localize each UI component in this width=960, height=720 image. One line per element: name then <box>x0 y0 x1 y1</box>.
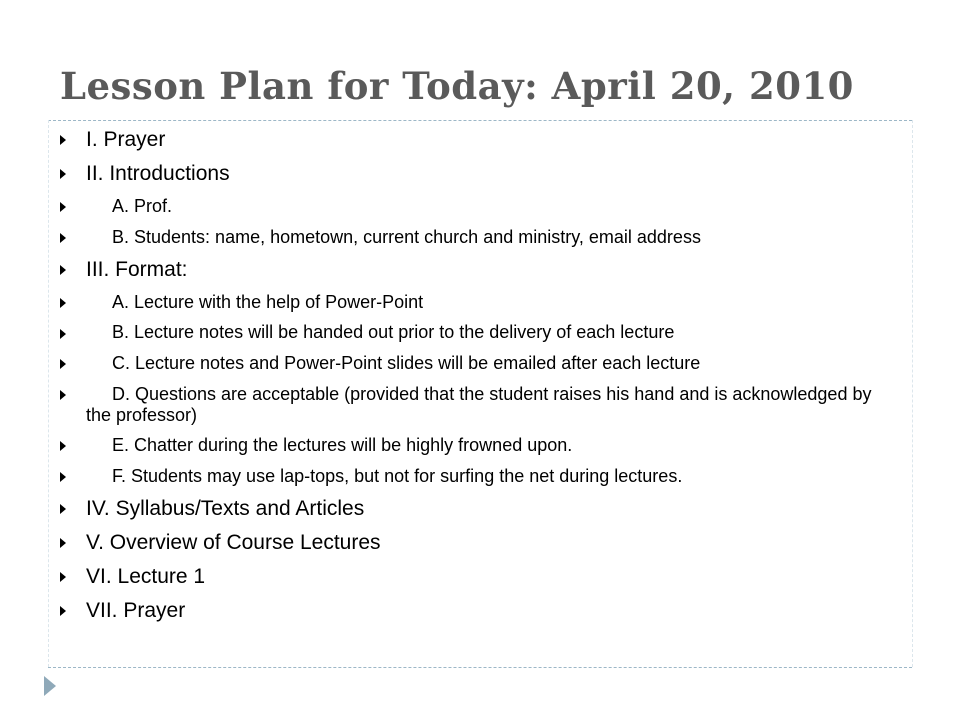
list-item: A. Prof. <box>58 196 888 217</box>
bottom-divider <box>48 667 912 668</box>
bullet-list <box>58 128 888 633</box>
list-item: B. Lecture notes will be handed out prior to the delivery of each lecture <box>58 322 888 343</box>
list-item: VI. Lecture 1 <box>58 565 888 589</box>
slide-title: Lesson Plan for Today: April 20, 2010 <box>60 64 854 108</box>
list-item: II. Introductions <box>58 162 888 186</box>
top-divider <box>48 120 912 121</box>
list-item: F. Students may use lap-tops, but not for surfing the net during lectures. <box>58 466 888 487</box>
triangle-bullet-icon <box>60 329 66 339</box>
triangle-bullet-icon <box>60 202 66 212</box>
list-item: B. Students: name, hometown, current church and ministry, email address <box>58 227 888 248</box>
right-guide-line <box>912 120 913 667</box>
triangle-bullet-icon <box>60 169 66 179</box>
triangle-bullet-icon <box>60 359 66 369</box>
triangle-bullet-icon <box>60 572 66 582</box>
triangle-bullet-icon <box>60 504 66 514</box>
triangle-bullet-icon <box>60 538 66 548</box>
triangle-bullet-icon <box>60 233 66 243</box>
left-guide-line <box>48 120 49 667</box>
corner-triangle-icon <box>44 676 56 696</box>
triangle-bullet-icon <box>60 135 66 145</box>
list-item: V. Overview of Course Lectures <box>58 531 888 555</box>
triangle-bullet-icon <box>60 441 66 451</box>
triangle-bullet-icon <box>60 472 66 482</box>
list-item: D. Questions are acceptable (provided that the student raises his hand and is acknowledged by the professor) <box>58 384 888 425</box>
list-item: IV. Syllabus/Texts and Articles <box>58 497 888 521</box>
triangle-bullet-icon <box>60 606 66 616</box>
list-item: C. Lecture notes and Power-Point slides will be emailed after each lecture <box>58 353 888 374</box>
list-item: E. Chatter during the lectures will be highly frowned upon. <box>58 435 888 456</box>
list-item: III. Format: <box>58 258 888 282</box>
triangle-bullet-icon <box>60 390 66 400</box>
triangle-bullet-icon <box>60 265 66 275</box>
triangle-bullet-icon <box>60 298 66 308</box>
list-item: I. Prayer <box>58 128 888 152</box>
list-item: A. Lecture with the help of Power-Point <box>58 292 888 313</box>
list-item: VII. Prayer <box>58 599 888 623</box>
